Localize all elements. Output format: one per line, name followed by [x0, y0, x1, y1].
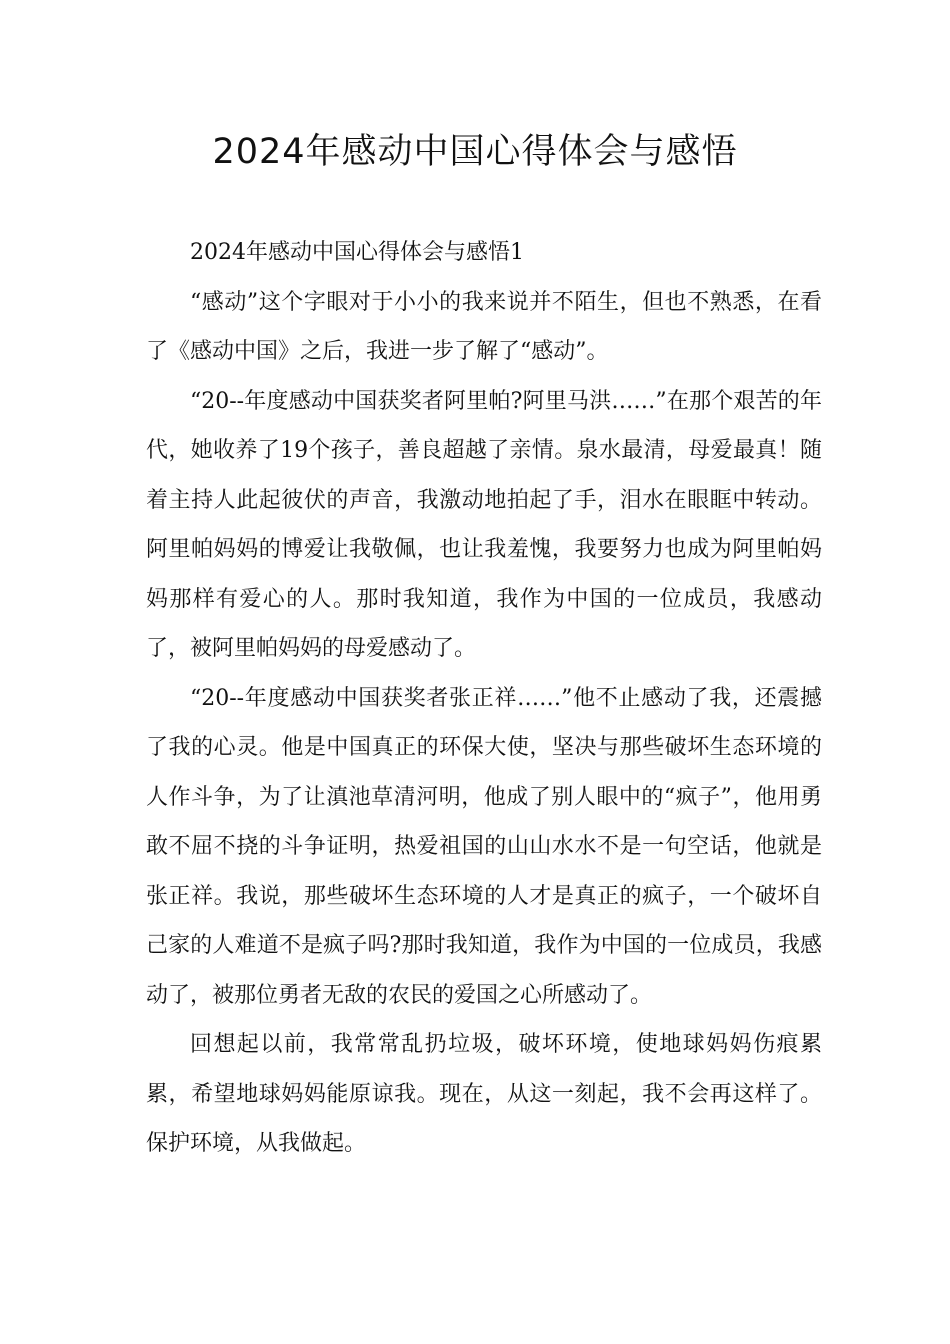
paragraph-2: “20--年度感动中国获奖者阿里帕?阿里马洪……”在那个艰苦的年代，她收养了19个孩子，善良超越了亲情。泉水最清，母爱最真！随着主持人此起彼伏的声音，我激动地拍起了手，泪水在眼眶中转动。阿里帕妈妈的博爱让我敬佩，也让我羞愧，我要努力也成为阿里帕妈妈那样有爱心的人。那时我知道，我作为中国的一位成员，我感动了，被阿里帕妈妈的母爱感动了。: [146, 388, 822, 661]
paragraph-4: 回想起以前，我常常乱扔垃圾，破坏环境，使地球妈妈伤痕累累，希望地球妈妈能原谅我。现在，从这一刻起，我不会再这样了。保护环境，从我做起。: [146, 1032, 822, 1156]
section-subtitle: 2024年感动中国心得体会与感悟1: [190, 240, 524, 265]
paragraph-3: “20--年度感动中国获奖者张正祥……”他不止感动了我，还震撼了我的心灵。他是中国真正的环保大使，坚决与那些破坏生态环境的人作斗争，为了让滇池草清河明，他成了别人眼中的“疯子”，他用勇敢不屈不挠的斗争证明，热爱祖国的山山水水不是一句空话，他就是张正祥。我说，那些破坏生态环境的人才是真正的疯子，一个破坏自己家的人难道不是疯子吗?那时我知道，我作为中国的一位成员，我感动了，被那位勇者无敌的农民的爱国之心所感动了。: [146, 685, 822, 1008]
document-body: [146, 228, 822, 1169]
document-title: 2024年感动中国心得体会与感悟: [212, 132, 738, 172]
paragraph-1: “感动”这个字眼对于小小的我来说并不陌生，但也不熟悉，在看了《感动中国》之后，我进一步了解了“感动”。: [146, 289, 822, 364]
